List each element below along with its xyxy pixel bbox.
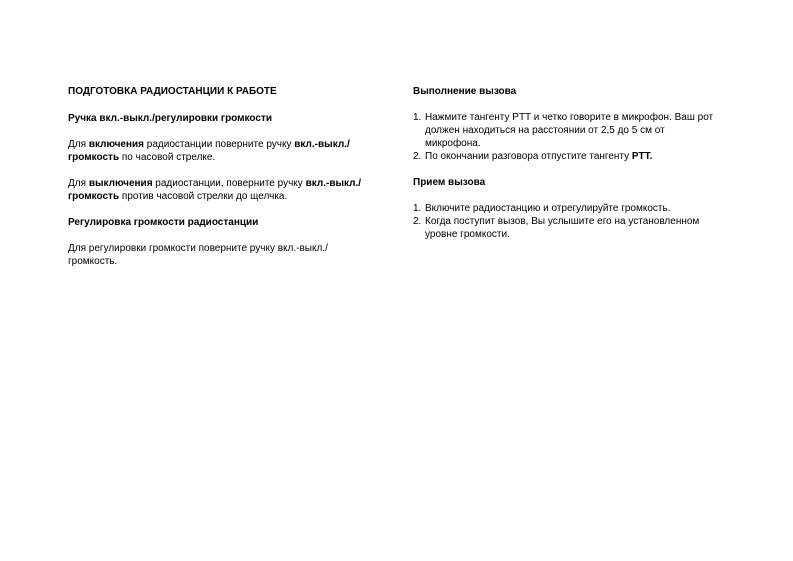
knob-heading: Ручка вкл.-выкл./регулировки громкости — [68, 113, 273, 124]
left-column — [68, 85, 368, 281]
step-number: 2. — [413, 151, 422, 162]
step-text: По окончании разговора отпустите тангенту — [425, 151, 632, 162]
call-heading: Выполнение вызова — [413, 86, 517, 97]
power-on-post: по часовой стрелке. — [119, 152, 216, 163]
power-off-mid: радиостанции, поверните ручку — [152, 178, 306, 189]
power-on-bold-action: включения — [88, 139, 144, 150]
step-number: 2. — [413, 216, 422, 227]
power-on-paragraph — [68, 138, 368, 164]
right-column — [413, 85, 723, 254]
step-number: 1. — [413, 203, 422, 214]
power-off-paragraph — [68, 177, 368, 203]
power-on-pre: Для — [68, 139, 89, 150]
call-steps-list — [413, 111, 723, 163]
power-off-bold-knob: вкл.-выкл./громкость — [68, 178, 362, 202]
power-off-pre: Для — [68, 178, 89, 189]
list-item — [413, 215, 723, 241]
power-off-bold-action: выключения — [88, 178, 153, 189]
step-text: Когда поступит вызов, Вы услышите его на установленном уровне громкости. — [425, 216, 700, 240]
step-number: 1. — [413, 112, 422, 123]
power-off-post: против часовой стрелки до щелчка. — [119, 191, 288, 202]
step-text: Нажмите тангенту PTT и четко говорите в микрофон. Ваш рот должен находиться на расстоянии от 2,5 до 5 см от микрофона. — [425, 112, 714, 149]
step-text-bold: PTT. — [631, 151, 653, 162]
volume-heading: Регулировка громкости радиостанции — [68, 217, 259, 228]
receive-heading: Прием вызова — [413, 177, 486, 188]
power-on-mid: радиостанции поверните ручку — [144, 139, 295, 150]
receive-steps-list — [413, 202, 723, 241]
page-title: ПОДГОТОВКА РАДИОСТАНЦИИ К РАБОТЕ — [68, 86, 277, 97]
list-item — [413, 150, 723, 163]
volume-paragraph: Для регулировки громкости поверните ручку вкл.-выкл./громкость. — [68, 243, 328, 267]
power-on-bold-knob: вкл.-выкл./громкость — [68, 139, 350, 163]
step-text: Включите радиостанцию и отрегулируйте громкость. — [425, 203, 671, 214]
list-item — [413, 111, 723, 150]
list-item — [413, 202, 723, 215]
